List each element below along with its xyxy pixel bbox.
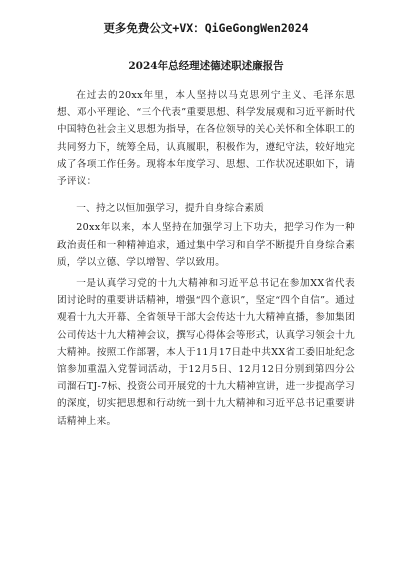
- paragraph-gap: [57, 190, 355, 194]
- body-paragraph: 一是认真学习党的十九大精神和习近平总书记在参加XX省代表团讨论时的重要讲话精神，增强“四个意识”，坚定“四个自信”。通过观看十九大开幕、全省领导干部大会传达十九大精神直播，参加集团公司传达十九大精神会议，撰写心得体会等形式，认真学习领会十九大精神。按照工作部署，本人于11月17日赴中共XX省工委旧址纪念馆参加重温入党誓词活动，于12月5日、12月12日分别到第四分公司溜石TJ-7标、投资公司开展党的十九大精神宣讲，进一步提高学习的深度，切实把思想和行动统一到十九大精神和习近平总书记重要讲话精神上来。: [57, 278, 355, 427]
- section-heading: 一、持之以恒加强学习，提升自身综合素质: [76, 203, 265, 215]
- promo-header: 更多免费公文+VX：QiGeGongWen2024: [103, 21, 309, 35]
- document-title: 2024年总经理述德述职述廉报告: [128, 60, 284, 72]
- body-paragraph: 20xx年以来，本人坚持在加强学习上下功夫，把学习作为一种政治责任和一种精神追求，通过集中学习和自学不断提升自身综合素质，学以立德、学以增智、学以致用。: [57, 222, 355, 268]
- intro-paragraph: 在过去的20xx年里，本人坚持以马克思列宁主义、毛泽东思想、邓小平理论、“三个代表”重要思想、科学发展观和习近平新时代中国特色社会主义思想为指导，在各位领导的关心关怀和全体职工的共同努力下，统筹全局，认真履职，积极作为，遵纪守法，较好地完成了各项工作任务。现将本年度学习、思想、工作状况述职如下，请予评议：: [57, 90, 355, 188]
